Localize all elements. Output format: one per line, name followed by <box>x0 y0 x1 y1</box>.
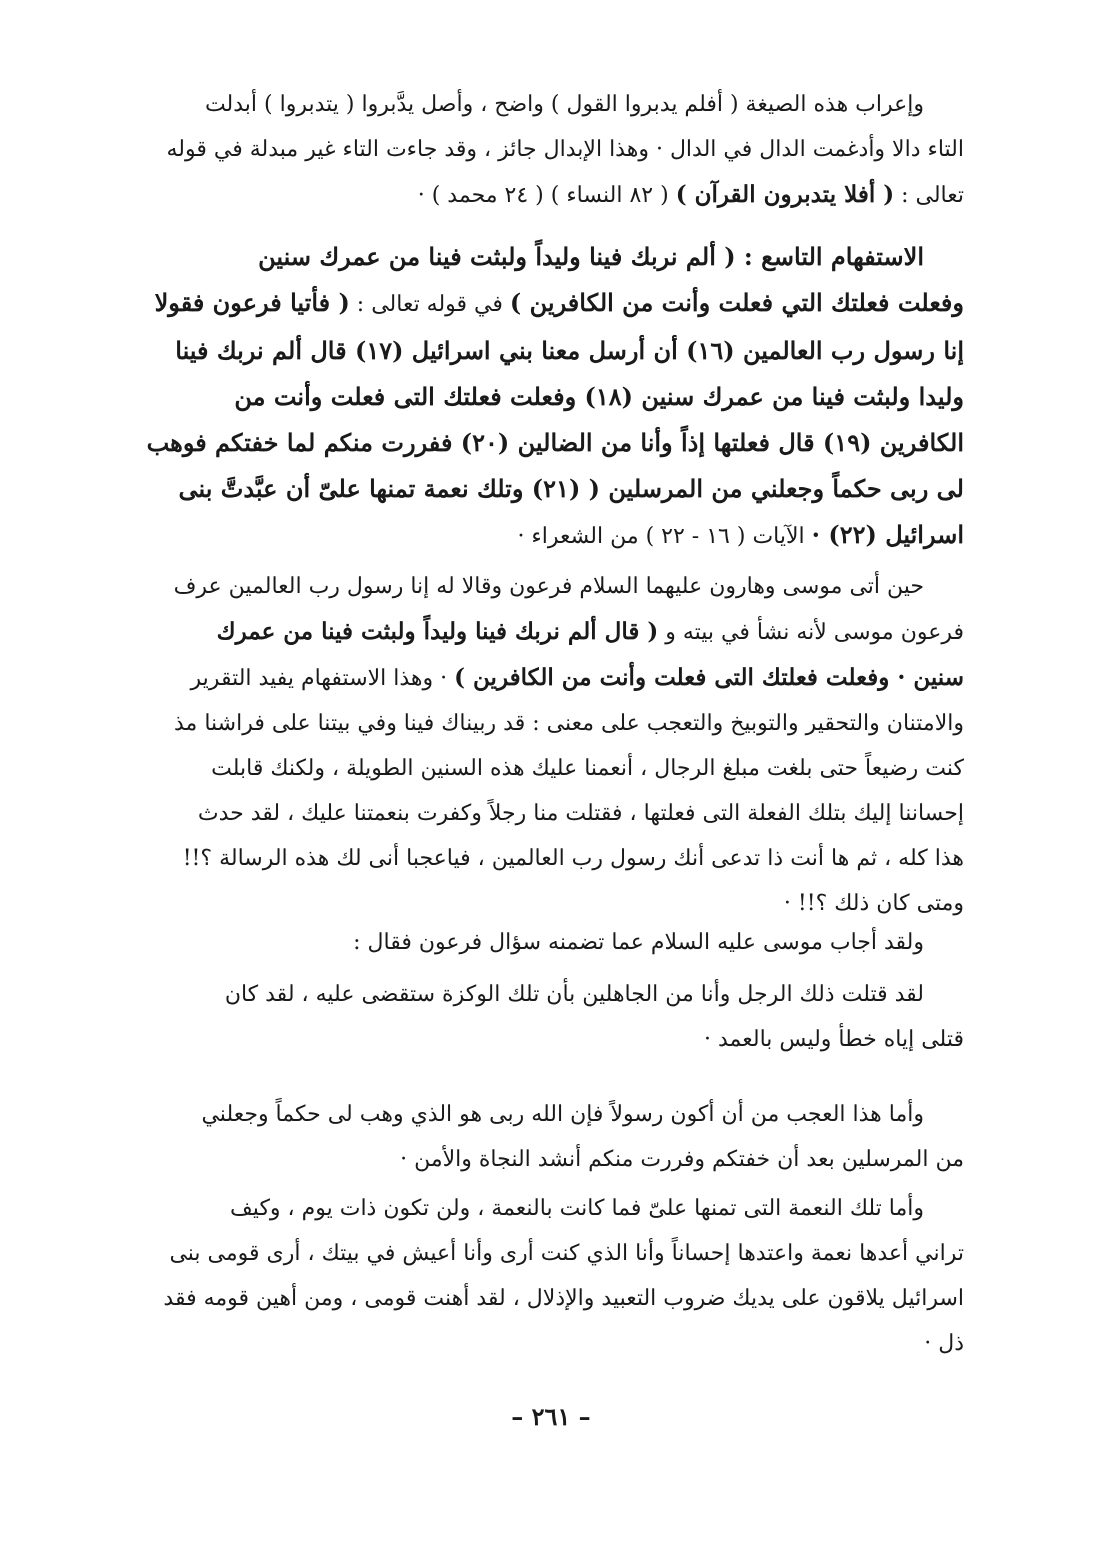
paragraph-1-line-1: وإعراب هذه الصيغة ( أفلم يدبروا القول ) واضح ، وأصل يدَّبروا ( يتدبروا ) أبدلت <box>204 92 924 117</box>
paragraph-3-line-7: هذا كله ، ثم ها أنت ذا تدعى أنك رسول رب العالمين ، فياعجبا أنى لك هذه الرسالة ؟!! <box>182 846 964 871</box>
paragraph-7-line-3: اسرائيل يلاقون على يديك ضروب التعبيد والإذلال ، لقد أهنت قومى ، ومن أهين قومه فقد <box>163 1286 964 1311</box>
paragraph-1 <box>128 82 964 218</box>
paragraph-2-line-6: لى ربى حكماً وجعلني من المرسلين ( (٢١) وتلك نعمة تمنها علىّ أن عبَّدتَّ بنى <box>178 474 964 503</box>
paragraph-5-line-2: قتلى إياه خطأ وليس بالعمد · <box>704 1027 964 1052</box>
paragraph-2-line-2 <box>128 280 964 328</box>
paragraph-1-line-2: التاء دالا وأدغمت الدال في الدال · وهذا الإبدال جائز ، وقد جاءت التاء غير مبدلة في قوله <box>166 137 964 162</box>
paragraph-2 <box>128 234 964 560</box>
paragraph-2-line-4: وليدا ولبثت فينا من عمرك سنين (١٨) وفعلت فعلتك التى فعلت وأنت من <box>234 382 964 411</box>
paragraph-6-line-2: من المرسلين بعد أن خفتكم وفررت منكم أنشد النجاة والأمن · <box>400 1147 964 1172</box>
paragraph-7 <box>128 1186 964 1366</box>
paragraph-4 <box>128 920 964 965</box>
paragraph-3 <box>128 564 964 926</box>
paragraph-6-line-1: وأما هذا العجب من أن أكون رسولاً فإن الله ربى هو الذي وهب لى حكماً وجعلني <box>201 1102 924 1127</box>
paragraph-3-line-6: إحساننا إليك بتلك الفعلة التى فعلتها ، فقتلت منا رجلاً وكفرت بنعمتنا عليك ، لقد حدث <box>197 801 964 826</box>
paragraph-7-line-2: تراني أعدها نعمة واعتدها إحساناً وأنا الذي كنت أرى وأنا أعيش في بيتك ، أرى قومى بنى <box>169 1241 964 1266</box>
paragraph-3-line-1: حين أتى موسى وهارون عليهما السلام فرعون وقالا له إنا رسول رب العالمين عرف <box>173 574 924 599</box>
paragraph-3-line-2-normal: فرعون موسى لأنه نشأ في بيته و <box>658 620 964 645</box>
paragraph-2-line-2-normal: في قوله تعالى : <box>349 292 510 317</box>
paragraph-2-line-7 <box>128 512 964 560</box>
paragraph-3-line-3-normal: · وهذا الاستفهام يفيد التقرير <box>190 666 455 691</box>
paragraph-5-line-1: لقد قتلت ذلك الرجل وأنا من الجاهلين بأن تلك الوكزة ستقضى عليه ، لقد كان <box>224 982 924 1007</box>
paragraph-7-line-4: ذل · <box>924 1331 964 1356</box>
paragraph-2-line-7-normal: الآيات ( ١٦ - ٢٢ ) من الشعراء · <box>517 524 812 549</box>
paragraph-1-line-3 <box>128 172 964 218</box>
paragraph-4-line-1: ولقد أجاب موسى عليه السلام عما تضمنه سؤال فرعون فقال : <box>353 930 924 955</box>
paragraph-2-line-7-bold: اسرائيل (٢٢) · <box>811 520 964 549</box>
paragraph-5 <box>128 972 964 1062</box>
paragraph-2-line-2-bold-b: ( فأتيا فرعون فقولا <box>154 288 350 317</box>
paragraph-3-line-3-bold: سنين · وفعلت فعلتك التى فعلت وأنت من الكافرين ) <box>454 664 964 691</box>
paragraph-2-line-1: الاستفهام التاسع : ( ألم نربك فينا وليداً ولبثت فينا من عمرك سنين <box>258 242 924 271</box>
paragraph-3-line-4: والامتنان والتحقير والتوبيخ والتعجب على معنى : قد ربيناك فينا وفي بيتنا على فراشنا مذ <box>174 711 964 736</box>
paragraph-3-line-2-bold: ( قال ألم نربك فينا وليداً ولبثت فينا من عمرك <box>216 618 659 645</box>
page-number: – ٢٦١ – <box>511 1402 591 1431</box>
paragraph-2-line-5: الكافرين (١٩) قال فعلتها إذاً وأنا من الضالين (٢٠) ففررت منكم لما خفتكم فوهب <box>146 428 964 457</box>
paragraph-2-line-3: إنا رسول رب العالمين (١٦) أن أرسل معنا بني اسرائيل (١٧) قال ألم نربك فينا <box>175 336 964 365</box>
page-body <box>128 82 964 1553</box>
paragraph-6 <box>128 1092 964 1182</box>
paragraph-3-line-2 <box>128 609 964 655</box>
paragraph-1-line-3-prefix: تعالى : <box>894 183 964 208</box>
paragraph-1-line-3-suffix: ( ٨٢ النساء ) ( ٢٤ محمد ) · <box>417 183 676 208</box>
paragraph-7-line-1: وأما تلك النعمة التى تمنها علىّ فما كانت بالنعمة ، ولن تكون ذات يوم ، وكيف <box>230 1196 924 1221</box>
paragraph-3-line-3 <box>128 655 964 701</box>
quran-quote: ( أفلا يتدبرون القرآن ) <box>675 181 895 208</box>
paragraph-2-line-2-bold-a: وفعلت فعلتك التي فعلت وأنت من الكافرين ) <box>509 288 964 317</box>
paragraph-3-line-5: كنت رضيعاً حتى بلغت مبلغ الرجال ، أنعمنا عليك هذه السنين الطويلة ، ولكنك قابلت <box>211 756 964 781</box>
paragraph-3-line-8: ومتى كان ذلك ؟!! · <box>783 891 964 916</box>
